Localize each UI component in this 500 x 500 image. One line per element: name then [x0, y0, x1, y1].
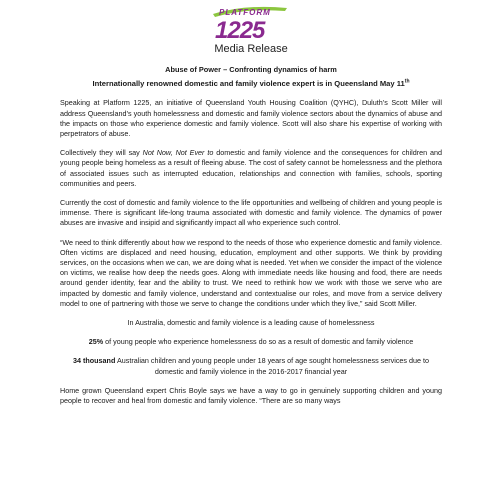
p2-end: domestic and family violence and the consequences for children and young people being homeless as a result of fleeing abuse. The cost of safety cannot be homelessness and the plethora of associated issues such as interrupted education, relationships and connection with families, schools, sporting communities and peers. — [60, 148, 443, 188]
svg-text:PLATFORM: PLATFORM — [219, 8, 271, 17]
stat-leading-cause: In Australia, domestic and family violence is a leading cause of homelessness — [127, 318, 375, 328]
paragraph-cost: Currently the cost of domestic and family violence to the life opportunities and wellbeing of children and young people is immense. There is significant life-long trauma associated with domestic and family violence. The dynamics of power abuses are invasive and insipid and significantly impact all who experience such control. — [60, 198, 442, 228]
headline-superscript: th — [404, 78, 410, 85]
p2-emphasis: Not Now, Not Ever to — [142, 148, 214, 158]
stat3-figure: 34 thousand — [73, 356, 116, 366]
page-title: Media Release — [214, 43, 288, 55]
release-headline — [60, 79, 442, 89]
media-release-document — [60, 42, 442, 415]
release-subtitle: Abuse of Power – Confronting dynamics of harm — [165, 65, 337, 74]
headline-text: Internationally renowned domestic and family violence expert is in Queensland May 11 — [92, 79, 405, 89]
paragraph-not-now — [60, 148, 442, 189]
stat3-text: Australian children and young people under 18 years of age sought homelessness services due to domestic and family violence in the 2016-2017 financial year — [115, 356, 429, 376]
stat-25-percent — [60, 337, 442, 347]
paragraph-chris-boyle: Home grown Queensland expert Chris Boyle says we have a way to go in genuinely supporting children and young people to recover and heal from domestic and family violence. “There are so many ways — [60, 385, 442, 406]
stat2-figure: 25% — [88, 337, 104, 347]
paragraph-quote: “We need to think differently about how we respond to the needs of those who experience domestic and family violence. Often victims are displaced and need housing, education, employment and other supports. We think by providing services, on the occasions when we can, we are doing what is needed. Yet when we consider the impact of the violence on victims, we realise how deep the needs goes. Along with immediate needs like housing and food, there are needs around gender identity, fear and the ability to trust. We need to rethink how we work with those we serve who are impacted by domestic and family violence, understand and contextualise our roles, and move from a service delivery model to one of partnering with those we serve to change the conditions under which they live,” said Scott Miller. — [60, 237, 442, 308]
p2-start: Collectively they will say — [60, 148, 143, 158]
paragraph-intro: Speaking at Platform 1225, an initiative of Queensland Youth Housing Coalition (QYHC), Duluth’s Scott Miller will address Queensland’s youth homelessness and domestic and family violence sectors about the dynamics of abuse and the impacts on those who experience domestic and family violence. Scott will also share his expertise of working with perpetrators of abuse. — [60, 98, 442, 139]
platform-1225-logo — [205, 2, 297, 42]
svg-text:1225: 1225 — [215, 17, 265, 42]
stat-34-thousand — [60, 356, 442, 376]
platform-1225-logo-graphic — [205, 2, 297, 42]
stat2-text: of young people who experience homelessness do so as a result of domestic and family violence — [103, 337, 414, 347]
